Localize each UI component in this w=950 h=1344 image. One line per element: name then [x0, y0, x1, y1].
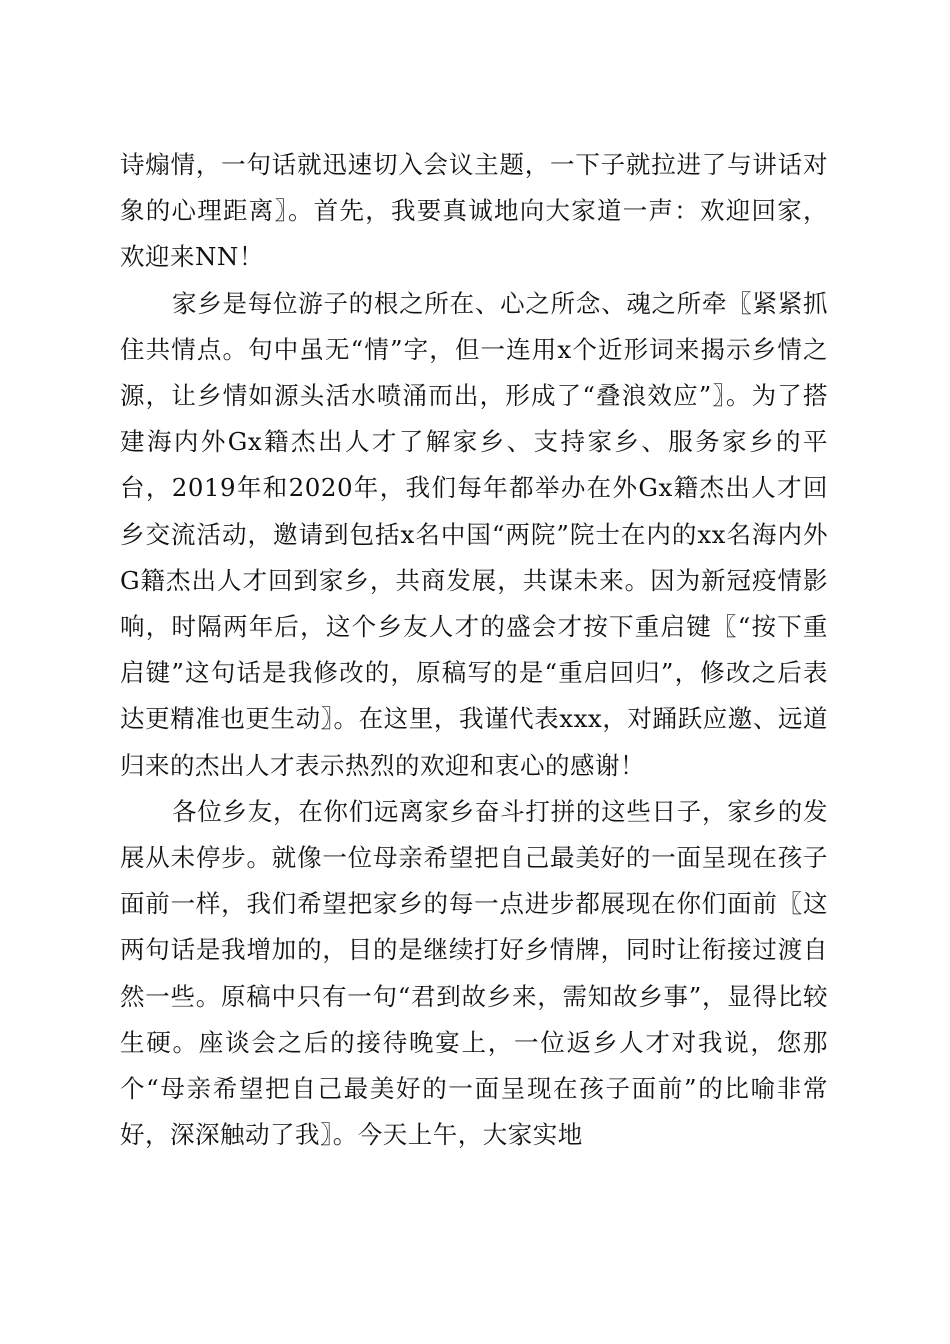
paragraph-3: 各位乡友，在你们远离家乡奋斗打拼的这些日子，家乡的发展从未停步。就像一位母亲希望把自己最美好的一面呈现在孩子面前一样，我们希望把家乡的每一点进步都展现在你们面前〖这两句话是我增加的，目的是继续打好乡情牌，同时让衔接过渡自然一些。原稿中只有一句“君到故乡来，需知故乡事”，显得比较生硬。座谈会之后的接待晚宴上，一位返乡人才对我说，您那个“母亲希望把自己最美好的一面呈现在孩子面前”的比喻非常好，深深触动了我〗。今天上午，大家实地	[120, 796, 828, 1150]
document-body	[120, 142, 828, 1158]
paragraph-2: 家乡是每位游子的根之所在、心之所念、魂之所牵〖紧紧抓住共情点。句中虽无“情”字，但一连用x个近形词来揭示乡情之源，让乡情如源头活水喷涌而出，形成了“叠浪效应”〗。为了搭建海内外Gx籍杰出人才了解家乡、支持家乡、服务家乡的平台，2019年和2020年，我们每年都举办在外Gx籍杰出人才回乡交流活动，邀请到包括x名中国“两院”院士在内的xx名海内外G籍杰出人才回到家乡，共商发展，共谋未来。因为新冠疫情影响，时隔两年后，这个乡友人才的盛会才按下重启键〖“按下重启键”这句话是我修改的，原稿写的是“重启回归”，修改之后表达更精准也更生动〗。在这里，我谨代表xxx，对踊跃应邀、远道归来的杰出人才表示热烈的欢迎和衷心的感谢！	[120, 288, 828, 780]
paragraph-1: 诗煽情，一句话就迅速切入会议主题，一下子就拉进了与讲话对象的心理距离〗。首先，我要真诚地向大家道一声：欢迎回家，欢迎来NN！	[120, 150, 828, 272]
